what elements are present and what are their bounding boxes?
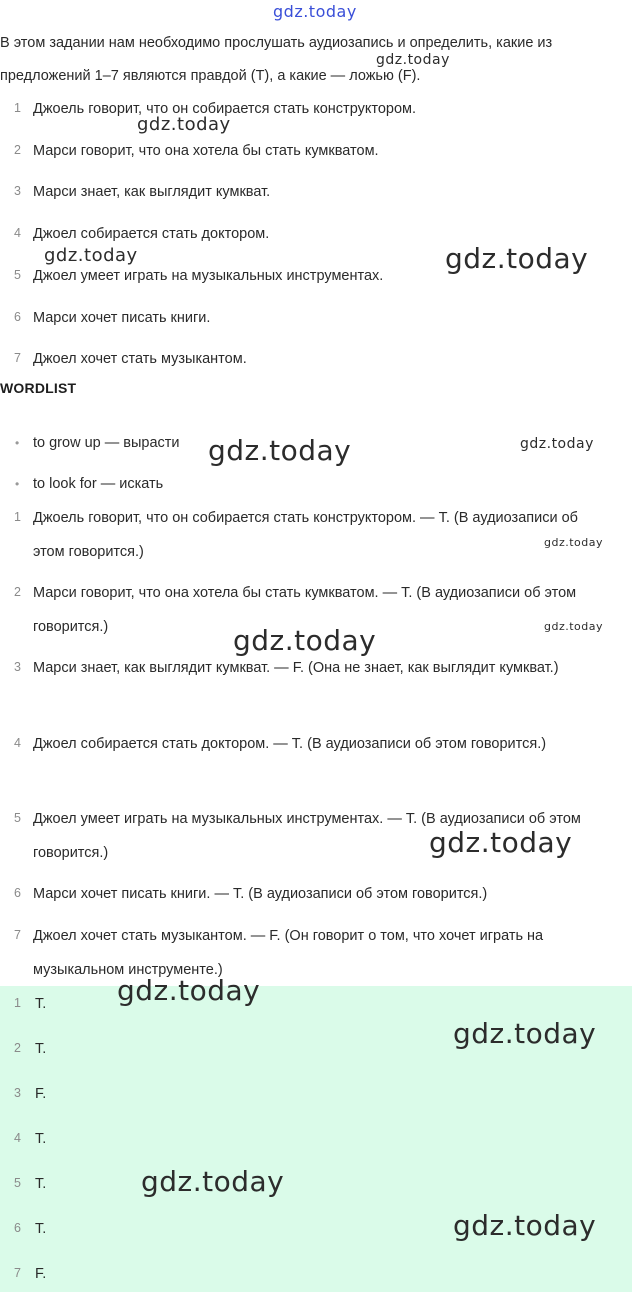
answer-number: 2 [14, 1041, 21, 1055]
statement-text: Джоель говорит, что он собирается стать конструктором. [33, 101, 417, 117]
watermark: gdz.today [453, 1017, 597, 1050]
explanation-number: 7 [14, 928, 21, 942]
watermark: gdz.today [376, 52, 450, 68]
statement-text: Джоел умеет играть на музыкальных инструментах. [33, 268, 384, 284]
explanation-text: Джоел хочет стать музыкантом. — F. (Он говорит о том, что хочет играть на музыкальном инструменте.) [33, 928, 544, 978]
explanation-number: 1 [14, 510, 21, 524]
explanation-text: Марси говорит, что она хотела бы стать кумкватом. — T. (В аудиозаписи об этом говорится.) [33, 585, 577, 635]
statement-number: 7 [14, 351, 21, 365]
watermark: gdz.today [429, 826, 573, 859]
statement-number: 1 [14, 101, 21, 115]
explanation-text: Джоел умеет играть на музыкальных инструментах. — T. (В аудиозаписи об этом говорится.) [33, 811, 581, 861]
statement-text: Марси хочет писать книги. [33, 310, 211, 326]
watermark: gdz.today [208, 434, 352, 467]
watermark: gdz.today [44, 245, 138, 266]
statement-text: Марси говорит, что она хотела бы стать кумкватом. [33, 143, 379, 159]
explanation-text: Джоел собирается стать доктором. — T. (В аудиозаписи об этом говорится.) [33, 736, 547, 752]
explanation-number: 3 [14, 660, 21, 674]
wordlist-text: to grow up — вырасти [33, 435, 180, 451]
statement-number: 4 [14, 226, 21, 240]
answer-number: 1 [14, 996, 21, 1010]
statement-number: 3 [14, 184, 21, 198]
statement-text: Джоел собирается стать доктором. [33, 226, 270, 242]
watermark: gdz.today [117, 974, 261, 1007]
explanation-number: 5 [14, 811, 21, 825]
answer-text: T. [35, 1041, 47, 1057]
watermark: gdz.today [544, 620, 604, 633]
statement-number: 2 [14, 143, 21, 157]
answer-text: F. [35, 1086, 47, 1102]
answer-number: 3 [14, 1086, 21, 1100]
watermark: gdz.today [445, 242, 589, 275]
answer-text: T. [35, 1176, 47, 1192]
explanation-number: 6 [14, 886, 21, 900]
watermark: gdz.today [137, 114, 231, 135]
answer-text: T. [35, 1131, 47, 1147]
watermark: gdz.today [141, 1165, 285, 1198]
watermark: gdz.today [233, 624, 377, 657]
statement-text: Марси знает, как выглядит кумкват. [33, 184, 271, 200]
wordlist-heading: WORDLIST [0, 380, 77, 396]
bullet-icon: • [15, 477, 20, 491]
answer-text: T. [35, 996, 47, 1012]
answer-number: 6 [14, 1221, 21, 1235]
watermark: gdz.today [520, 436, 594, 452]
bullet-icon: • [15, 436, 20, 450]
explanation-number: 2 [14, 585, 21, 599]
answer-number: 7 [14, 1266, 21, 1280]
statement-text: Джоел хочет стать музыкантом. [33, 351, 247, 367]
answer-text: T. [35, 1221, 47, 1237]
watermark: gdz.today [544, 536, 604, 549]
explanation-text: Марси хочет писать книги. — T. (В аудиозаписи об этом говорится.) [33, 886, 488, 902]
task-intro: В этом задании нам необходимо прослушать аудиозапись и определить, какие из предложений 1–7 являются правдой (T), а какие — ложью (F). [0, 35, 553, 84]
answer-text: F. [35, 1266, 47, 1282]
statement-number: 6 [14, 310, 21, 324]
answer-number: 5 [14, 1176, 21, 1190]
wordlist-text: to look for — искать [33, 476, 164, 492]
answer-number: 4 [14, 1131, 21, 1145]
explanation-text: Джоель говорит, что он собирается стать конструктором. — T. (В аудиозаписи об этом говорится.) [33, 510, 578, 560]
explanation-text: Марси знает, как выглядит кумкват. — F. (Она не знает, как выглядит кумкват.) [33, 660, 559, 676]
watermark: gdz.today [453, 1209, 597, 1242]
watermark: gdz.today [273, 2, 357, 21]
statement-number: 5 [14, 268, 21, 282]
explanation-number: 4 [14, 736, 21, 750]
